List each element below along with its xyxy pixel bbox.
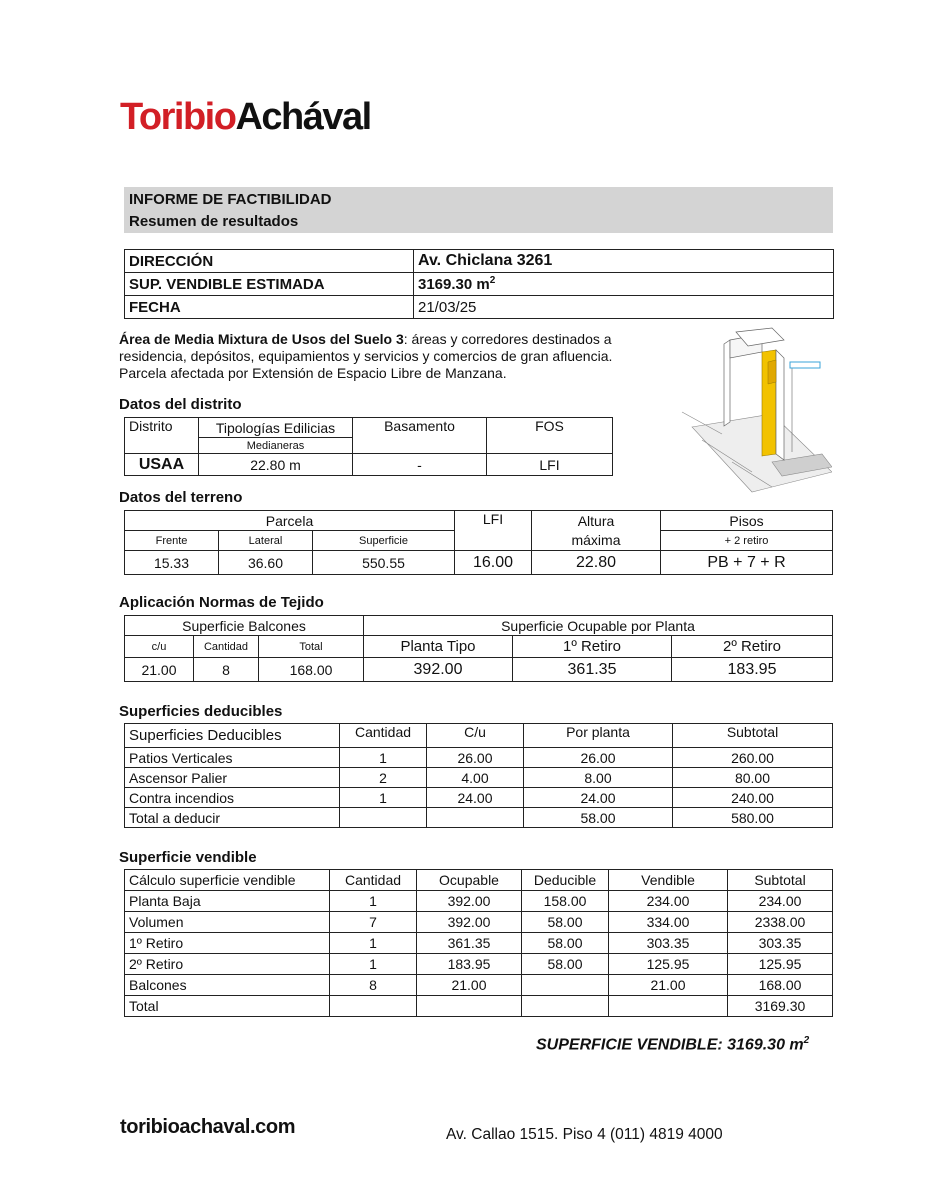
logo-part-red: Toribio [120,96,236,138]
ocupable-header: Ocupable [417,870,522,891]
normas-section-title: Aplicación Normas de Tejido [119,594,324,611]
fos-header: FOS [487,418,613,454]
row-label: 2º Retiro [125,954,330,975]
fos-value: LFI [487,454,613,476]
terreno-table [124,510,833,575]
por-planta-header: Por planta [524,724,673,748]
retiro2-value: 183.95 [672,658,833,682]
cu-header: C/u [427,724,524,748]
subtotal-header: Subtotal [728,870,833,891]
row-cu: 24.00 [427,788,524,808]
row-vendible: 234.00 [609,891,728,912]
table-row [125,975,833,996]
row-subtotal: 303.35 [728,933,833,954]
deducibles-header: Superficies Deducibles [125,724,340,748]
table-row [125,954,833,975]
deducibles-section-title: Superficies deducibles [119,703,283,720]
cu-value: 21.00 [125,658,194,682]
row-cantidad [330,996,417,1017]
row-vendible: 303.35 [609,933,728,954]
row-subtotal: 240.00 [673,788,833,808]
vendible-section-title: Superficie vendible [119,849,257,866]
row-cantidad: 1 [330,954,417,975]
direccion-value: Av. Chiclana 3261 [414,250,834,273]
row-subtotal: 3169.30 [728,996,833,1017]
row-por-planta: 8.00 [524,768,673,788]
distrito-section-title: Datos del distrito [119,396,242,413]
total-subheader: Total [259,636,364,658]
row-subtotal: 125.95 [728,954,833,975]
direccion-label: DIRECCIÓN [125,250,414,273]
superficie-subheader: Superficie [313,531,455,551]
zone-note: Parcela afectada por Extensión de Espacio Libre de Manzana. [119,365,507,381]
deducible-header: Deducible [522,870,609,891]
footer-website: toribioachaval.com [120,1116,296,1138]
row-vendible: 334.00 [609,912,728,933]
zone-text: : áreas y corredores destinados a residencia, depósitos, equipamientos y servicios y comercios de gran afluencia. [119,331,613,364]
row-deducible: 58.00 [522,954,609,975]
tipologias-header: Tipologías Edilicias [199,418,353,438]
row-label: Patios Verticales [125,748,340,768]
row-subtotal: 234.00 [728,891,833,912]
row-label: Balcones [125,975,330,996]
table-row [125,891,833,912]
row-cu: 4.00 [427,768,524,788]
row-por-planta: 26.00 [524,748,673,768]
retiro2-subheader: 2º Retiro [672,636,833,658]
planta-tipo-value: 392.00 [364,658,513,682]
row-por-planta: 58.00 [524,808,673,828]
total-superficie-vendible [536,1035,809,1054]
zone-name: Área de Media Mixtura de Usos del Suelo 3 [119,331,404,347]
row-subtotal: 260.00 [673,748,833,768]
row-cantidad: 1 [340,748,427,768]
row-deducible [522,996,609,1017]
vendible-table [124,869,833,1017]
table-row [125,808,833,828]
sup-unit-exp: 2 [489,275,496,286]
table-row [125,996,833,1017]
sup-value-cell [414,273,834,296]
tipologias-value: 22.80 m [199,454,353,476]
row-cantidad: 1 [330,891,417,912]
zone-description [119,331,679,382]
row-label: Planta Baja [125,891,330,912]
altura-header-2: máxima [532,531,661,551]
table-row [125,768,833,788]
row-ocupable: 361.35 [417,933,522,954]
table-row [125,748,833,768]
altura-value: 22.80 [532,551,661,575]
row-por-planta: 24.00 [524,788,673,808]
row-subtotal: 580.00 [673,808,833,828]
report-subtitle: Resumen de resultados [129,213,299,230]
row-subtotal: 80.00 [673,768,833,788]
report-header [124,187,833,233]
distrito-header: Distrito [125,418,199,454]
info-table [124,249,834,319]
row-label: Total a deducir [125,808,340,828]
total-text: SUPERFICIE VENDIBLE: 3169.30 m [536,1036,804,1054]
lateral-value: 36.60 [219,551,313,575]
table-row [125,788,833,808]
frente-subheader: Frente [125,531,219,551]
terreno-section-title: Datos del terreno [119,489,243,506]
row-vendible: 21.00 [609,975,728,996]
balcones-header: Superficie Balcones [125,616,364,636]
row-ocupable: 392.00 [417,912,522,933]
pisos-subheader: + 2 retiro [661,531,833,551]
fecha-value: 21/03/25 [414,296,834,319]
row-cantidad: 8 [330,975,417,996]
row-label: Contra incendios [125,788,340,808]
lfi-header: LFI [455,511,532,551]
row-cantidad: 1 [330,933,417,954]
row-label: Total [125,996,330,1017]
subtotal-header: Subtotal [673,724,833,748]
row-label: Volumen [125,912,330,933]
row-cantidad [340,808,427,828]
normas-table [124,615,833,682]
row-deducible: 58.00 [522,912,609,933]
row-cu [427,808,524,828]
row-label: Ascensor Palier [125,768,340,788]
deducibles-table [124,723,833,828]
table-row [125,912,833,933]
row-label: 1º Retiro [125,933,330,954]
vendible-header: Vendible [609,870,728,891]
row-ocupable: 183.95 [417,954,522,975]
row-ocupable: 21.00 [417,975,522,996]
cantidad-header: Cantidad [330,870,417,891]
distrito-value: USAA [125,454,199,476]
frente-value: 15.33 [125,551,219,575]
pisos-value: PB + 7 + R [661,551,833,575]
building-diagram [672,322,832,494]
cantidad-value: 8 [194,658,259,682]
superficie-value: 550.55 [313,551,455,575]
sup-value: 3169.30 m [418,276,490,293]
table-row [125,933,833,954]
pisos-header: Pisos [661,511,833,531]
cantidad-subheader: Cantidad [194,636,259,658]
ocupable-header: Superficie Ocupable por Planta [364,616,833,636]
retiro1-subheader: 1º Retiro [513,636,672,658]
row-vendible [609,996,728,1017]
fecha-label: FECHA [125,296,414,319]
calculo-header: Cálculo superficie vendible [125,870,330,891]
sup-label: SUP. VENDIBLE ESTIMADA [125,273,414,296]
basamento-value: - [353,454,487,476]
row-subtotal: 2338.00 [728,912,833,933]
row-deducible: 158.00 [522,891,609,912]
footer-address: Av. Callao 1515. Piso 4 (011) 4819 4000 [446,1126,723,1143]
row-cu: 26.00 [427,748,524,768]
row-subtotal: 168.00 [728,975,833,996]
medianeras-subheader: Medianeras [199,438,353,454]
cu-subheader: c/u [125,636,194,658]
row-deducible [522,975,609,996]
total-value: 168.00 [259,658,364,682]
row-deducible: 58.00 [522,933,609,954]
lateral-subheader: Lateral [219,531,313,551]
basamento-header: Basamento [353,418,487,454]
distrito-table [124,417,613,476]
logo-part-black: Achával [235,96,371,138]
row-cantidad: 7 [330,912,417,933]
retiro1-value: 361.35 [513,658,672,682]
row-cantidad: 1 [340,788,427,808]
brand-logo [120,98,371,136]
planta-tipo-subheader: Planta Tipo [364,636,513,658]
row-ocupable: 392.00 [417,891,522,912]
row-ocupable [417,996,522,1017]
cantidad-header: Cantidad [340,724,427,748]
row-cantidad: 2 [340,768,427,788]
altura-header: Altura [532,511,661,531]
lfi-value: 16.00 [455,551,532,575]
parcela-header: Parcela [125,511,455,531]
report-title: INFORME DE FACTIBILIDAD [129,191,332,208]
row-vendible: 125.95 [609,954,728,975]
total-exp: 2 [803,1035,810,1046]
